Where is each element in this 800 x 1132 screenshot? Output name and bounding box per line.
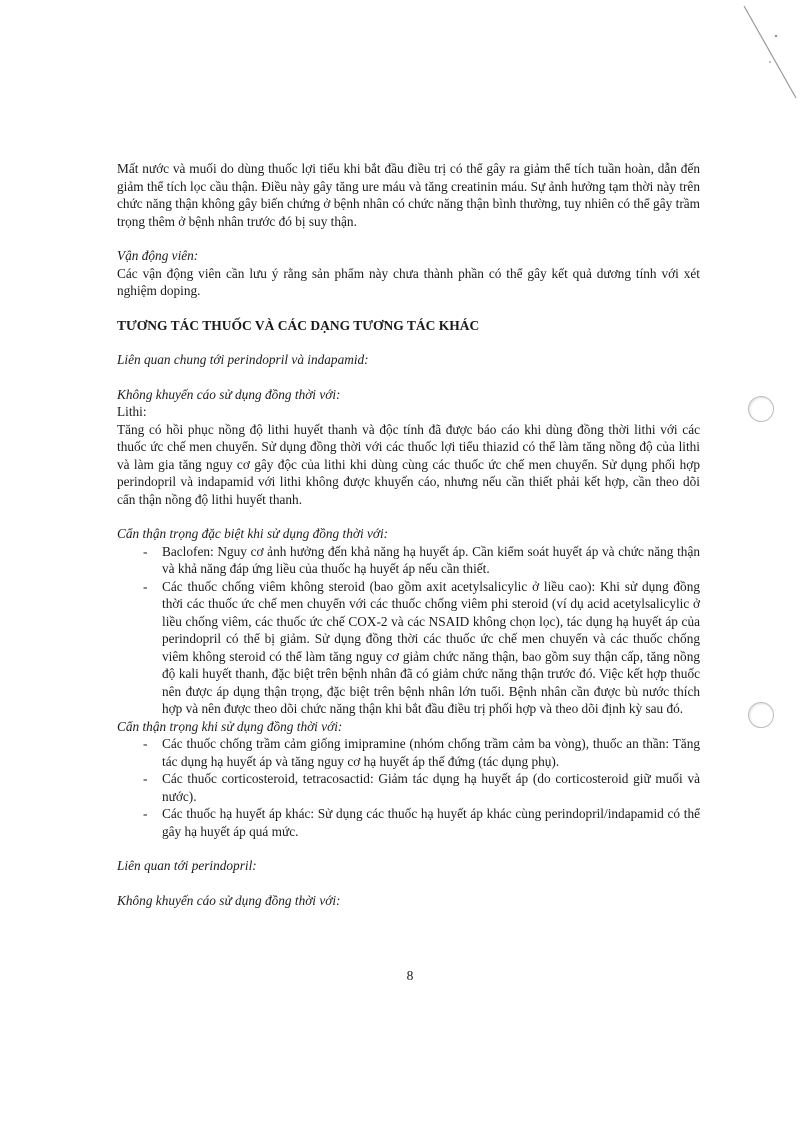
special-caution-title: Cẩn thận trọng đặc biệt khi sử dụng đồng thời với:	[117, 526, 389, 541]
document-body	[117, 160, 700, 909]
perindopril-title: Liên quan tới perindopril:	[117, 858, 257, 873]
caution-title: Cẩn thận trọng khi sử dụng đồng thời với:	[117, 718, 343, 734]
lithium-text: Tăng có hồi phục nồng độ lithi huyết thanh và độc tính đã được báo cáo khi dùng đồng thời lithi với các thuốc ức chế men chuyển. Sử dụng đồng thời với các thuốc lợi tiểu thiazid có thể làm tăng nồng độ của lithi và làm gia tăng nguy cơ gây độc của lithi khi dùng cùng các thuốc ức chế men chuyển. Sử dụng phối hợp perindopril và indapamid với lithi không được khuyến cáo, nhưng nếu cần thiết phải kết hợp, cần theo dõi cẩn thận nồng độ lithi huyết thanh.	[117, 421, 700, 507]
perindopril-not-recommended-title: Không khuyến cáo sử dụng đồng thời với:	[117, 892, 341, 908]
punch-hole-bottom	[748, 702, 774, 728]
list-item-antidepressants: - Các thuốc chống trầm cảm giống imipramine (nhóm chống trầm cảm ba vòng), thuốc an thần: Tăng tác dụng hạ huyết áp và tăng nguy cơ hạ huyết áp thế đứng (tác dụng phụ).	[117, 735, 700, 770]
lithium-label: Lithi:	[117, 404, 147, 419]
athletes-title: Vận động viên:	[117, 248, 199, 263]
section-heading: TƯƠNG TÁC THUỐC VÀ CÁC DẠNG TƯƠNG TÁC KHÁC	[117, 317, 480, 333]
general-interactions-title: Liên quan chung tới perindopril và indapamid:	[117, 352, 369, 367]
list-item-antihypertensives: - Các thuốc hạ huyết áp khác: Sử dụng các thuốc hạ huyết áp khác cùng perindopril/indapamid có thể gây hạ huyết áp quá mức.	[117, 805, 700, 840]
punch-hole-top	[748, 396, 774, 422]
page-number: 8	[406, 968, 414, 983]
not-recommended-title: Không khuyến cáo sử dụng đồng thời với:	[117, 386, 341, 402]
caution-list	[117, 735, 700, 840]
list-item-baclofen: - Baclofen: Nguy cơ ảnh hưởng đến khả năng hạ huyết áp. Cần kiểm soát huyết áp và chức năng thận và khả năng đáp ứng liều của thuốc hạ huyết áp nếu cần thiết.	[117, 543, 700, 578]
list-item-nsaids: - Các thuốc chống viêm không steroid (bao gồm axit acetylsalicylic ở liều cao): Khi sử dụng đồng thời các thuốc ức chế men chuyển với các thuốc chống viêm phi steroid (ví dụ acid acetylsalicylic ở liều chống viêm, các thuốc ức chế COX-2 và các NSAID không chọn lọc), tác dụng hạ huyết áp của perindopril có thể bị giảm. Sử dụng đồng thời các thuốc ức chế men chuyển và các thuốc chống viêm không steroid có thể làm tăng nguy cơ giảm chức năng thận, bao gồm suy thận cấp, tăng nồng độ kali huyết thanh, đặc biệt trên bệnh nhân đã có giảm chức năng thận trước đó. Việc kết hợp thuốc nên được áp dụng thận trọng, đặc biệt trên bệnh nhân lớn tuổi. Bệnh nhân cần được bù nước thích hợp và nên được theo dõi chức năng thận khi bắt đầu điều trị phối hợp và theo dõi định kỳ sau đó.	[117, 578, 700, 718]
scan-corner-mark	[730, 0, 800, 110]
athletes-text: Các vận động viên cần lưu ý rằng sản phẩm này chưa thành phần có thể gây kết quả dương tính với xét nghiệm doping.	[117, 265, 700, 298]
special-caution-list	[117, 543, 700, 718]
paragraph-fluid-loss: Mất nước và muối do dùng thuốc lợi tiểu khi bắt đầu điều trị có thể gây ra giảm thể tích tuần hoàn, dẫn đến giảm thể tích lọc cầu thận. Điều này gây tăng ure máu và tăng creatinin máu. Sự ảnh hưởng tạm thời này trên chức năng thận không gây biến chứng ở bệnh nhân có chức năng thận bình thường, tuy nhiên có thể gây trầm trọng thêm ở bệnh nhân trước đó bị suy thận.	[117, 161, 700, 229]
list-item-corticosteroids: - Các thuốc corticosteroid, tetracosactid: Giảm tác dụng hạ huyết áp (do corticosteroid giữ muối và nước).	[117, 770, 700, 805]
